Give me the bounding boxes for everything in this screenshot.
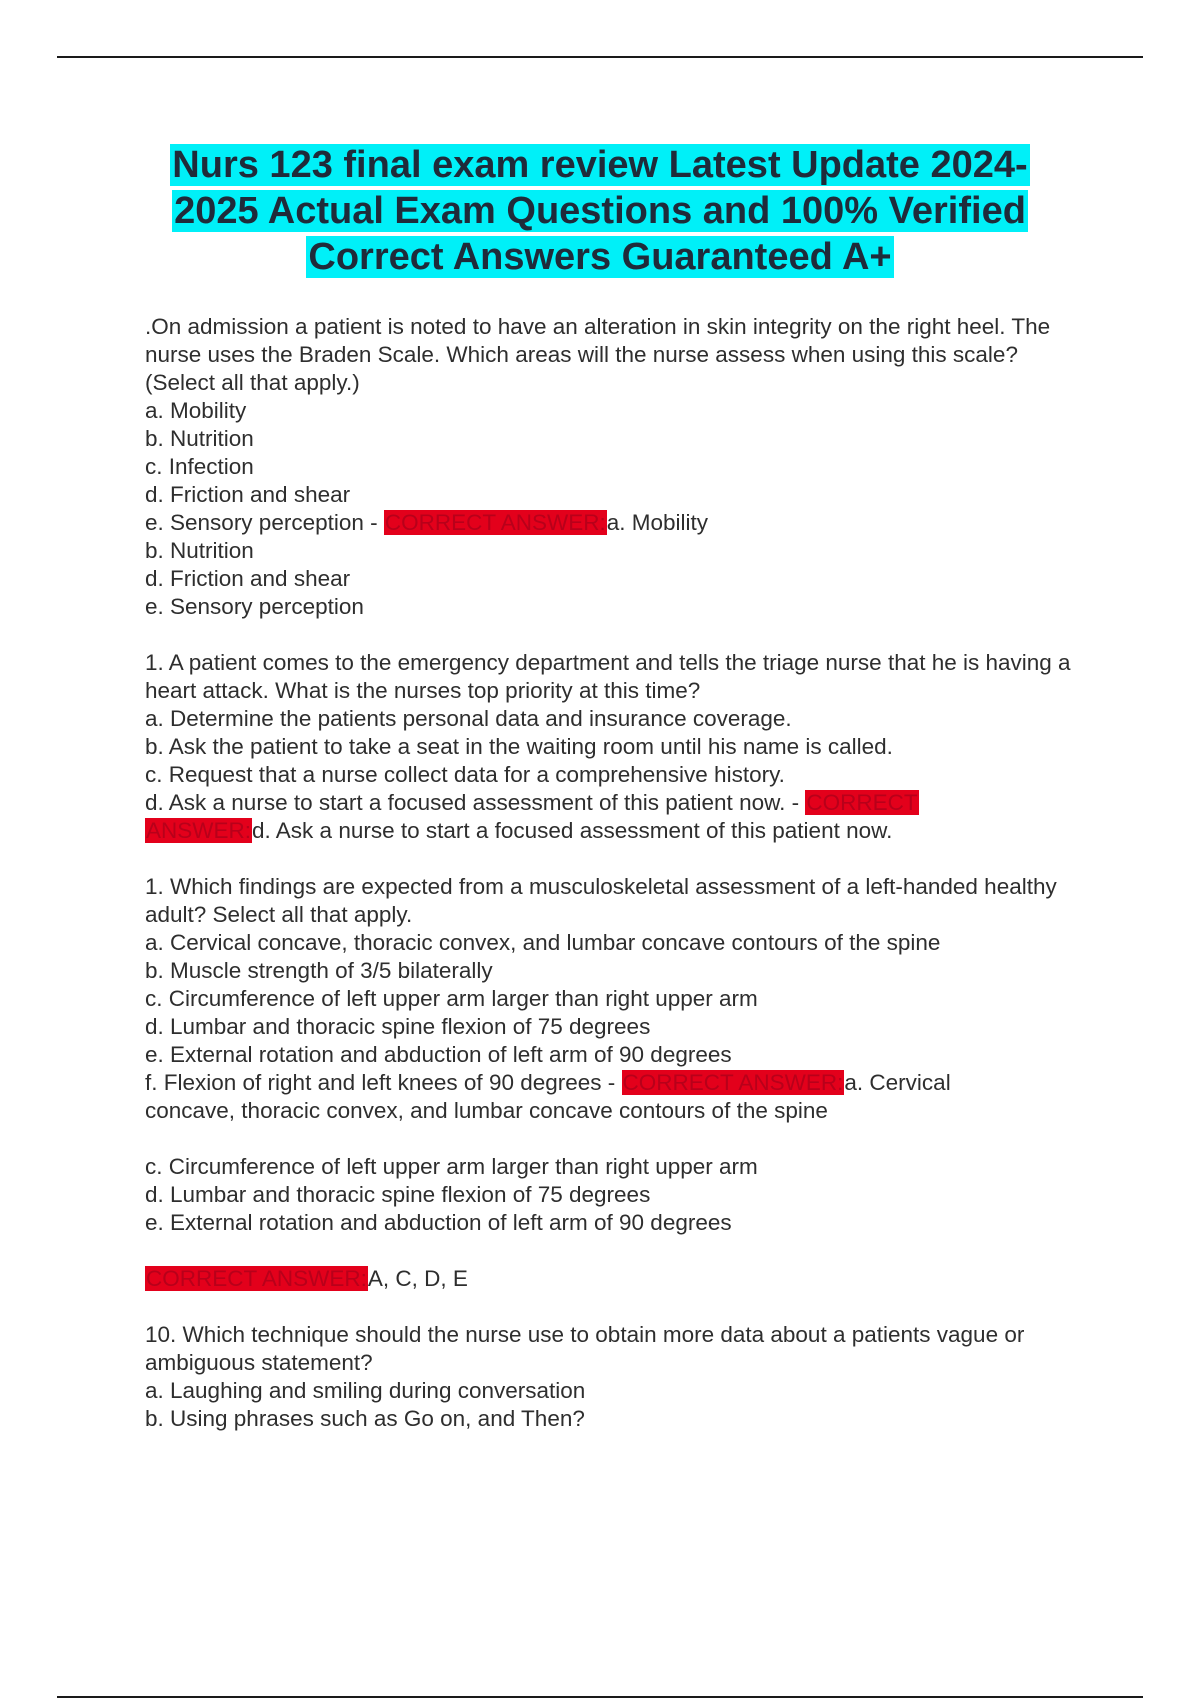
option-with-answer [145, 509, 1075, 537]
option: c. Infection [145, 454, 254, 479]
answer-summary [145, 1265, 1075, 1293]
option: a. Cervical concave, thoracic convex, and lumbar concave contours of the spine [145, 930, 941, 955]
answer-text: d. Ask a nurse to start a focused assessment of this patient now. [252, 818, 893, 843]
option-with-answer [145, 789, 1075, 817]
answer-line: b. Nutrition [145, 538, 254, 563]
option: a. Mobility [145, 398, 247, 423]
question-braden-scale [145, 313, 1075, 621]
question-stem: 10. Which technique should the nurse use to obtain more data about a patients vague or ambiguous statement? [145, 1322, 1025, 1375]
option: d. Lumbar and thoracic spine flexion of 75 degrees [145, 1014, 651, 1039]
question-stem: .On admission a patient is noted to have an alteration in skin integrity on the right heel. The nurse uses the Braden Scale. Which areas will the nurse assess when using this scale? (Select all that apply.) [145, 314, 1051, 395]
option: d. Friction and shear [145, 482, 351, 507]
question-triage-priority [145, 649, 1075, 845]
question-stem: 1. Which findings are expected from a musculoskeletal assessment of a left-handed healthy adult? Select all that apply. [145, 874, 1057, 927]
option: b. Using phrases such as Go on, and Then? [145, 1406, 585, 1431]
correct-answer-label: CORRECT ANSWER: [622, 1070, 844, 1095]
document-body [145, 313, 1075, 1433]
question-stem: 1. A patient comes to the emergency department and tells the triage nurse that he is having a heart attack. What is the nurses top priority at this time? [145, 650, 1071, 703]
option-text: f. Flexion of right and left knees of 90 degrees - [145, 1070, 616, 1095]
question-musculoskeletal [145, 873, 1075, 1293]
option-text: d. Ask a nurse to start a focused assessment of this patient now. - [145, 790, 800, 815]
title-line-1: Nurs 123 final exam review Latest Update 2024- [172, 144, 1028, 186]
top-rule [57, 56, 1143, 58]
answer-line: d. Friction and shear [145, 566, 351, 591]
option: e. External rotation and abduction of left arm of 90 degrees [145, 1042, 732, 1067]
answer-text: a. Mobility [606, 510, 709, 535]
correct-answer-label: CORRECT ANSWER: [384, 510, 606, 535]
blank-line [145, 1237, 1075, 1265]
answer-line [145, 817, 1075, 845]
correct-answer-label-part2: ANSWER: [146, 818, 252, 843]
option: b. Nutrition [145, 426, 254, 451]
blank-line [145, 1125, 1075, 1153]
option: c. Circumference of left upper arm larger than right upper arm [145, 986, 758, 1011]
answer-line: e. External rotation and abduction of left arm of 90 degrees [145, 1210, 732, 1235]
correct-answer-label-part1: CORRECT [806, 790, 918, 815]
bottom-rule [57, 1696, 1143, 1698]
answer-text: a. Cervical [844, 1070, 951, 1095]
answer-line: c. Circumference of left upper arm larger than right upper arm [145, 1154, 758, 1179]
document-title [100, 142, 1100, 280]
answer-line: d. Lumbar and thoracic spine flexion of 75 degrees [145, 1182, 651, 1207]
answer-text: A, C, D, E [367, 1266, 468, 1291]
title-line-3: Correct Answers Guaranteed A+ [308, 236, 892, 278]
title-line-2: 2025 Actual Exam Questions and 100% Verified [174, 190, 1026, 232]
option-with-answer [145, 1069, 1075, 1097]
option: b. Muscle strength of 3/5 bilaterally [145, 958, 493, 983]
correct-answer-label: CORRECT ANSWER: [146, 1266, 367, 1291]
option: a. Determine the patients personal data and insurance coverage. [145, 706, 792, 731]
option: c. Request that a nurse collect data for a comprehensive history. [145, 762, 785, 787]
option: b. Ask the patient to take a seat in the waiting room until his name is called. [145, 734, 893, 759]
option-text: e. Sensory perception - [145, 510, 378, 535]
answer-line: concave, thoracic convex, and lumbar concave contours of the spine [145, 1098, 828, 1123]
question-communication-technique [145, 1321, 1075, 1433]
answer-line: e. Sensory perception [145, 594, 364, 619]
option: a. Laughing and smiling during conversation [145, 1378, 586, 1403]
